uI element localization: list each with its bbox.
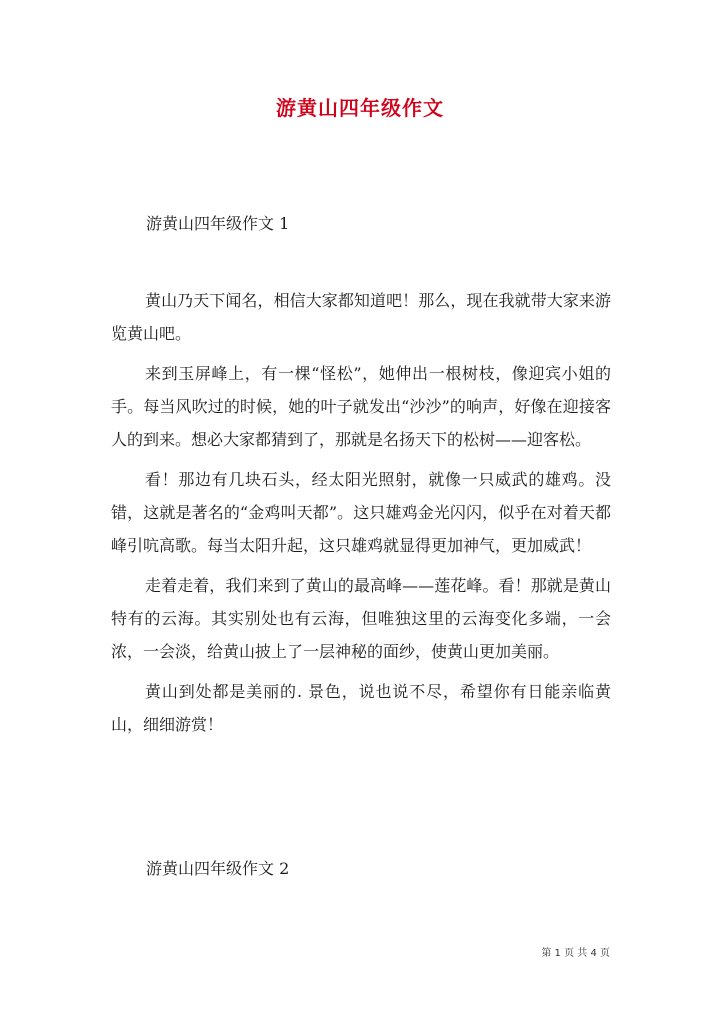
paragraph-1: 黄山乃天下闻名，相信大家都知道吧！那么，现在我就带大家来游览黄山吧。	[111, 291, 611, 343]
paragraph-3: 看！那边有几块石头，经太阳光照射，就像一只威武的雄鸡。没错，这就是著名的“金鸡叫天都”。这只雄鸡金光闪闪，似乎在对着天都峰引吭高歌。每当太阳升起，这只雄鸡就显得更加神气，更加威武！	[111, 470, 611, 555]
section-heading-1: 游黄山四年级作文 1	[146, 214, 290, 233]
paragraph-5: 黄山到处都是美丽的. 景色，说也说不尽，希望你有日能亲临黄山，细细游赏！	[111, 682, 611, 734]
paragraph-4: 走着走着，我们来到了黄山的最高峰——莲花峰。看！那就是黄山特有的云海。其实别处也有云海，但唯独这里的云海变化多端，一会浓，一会淡，给黄山披上了一层神秘的面纱，使黄山更加美丽。	[111, 576, 611, 661]
essay-body	[111, 284, 611, 748]
document-title: 游黄山四年级作文	[276, 96, 444, 120]
section-heading-2: 游黄山四年级作文 2	[146, 859, 290, 878]
page-number-footer: 第 1 页 共 4 页	[541, 948, 610, 959]
paragraph-2: 来到玉屏峰上，有一棵“怪松”，她伸出一根树枝，像迎宾小姐的手。每当风吹过的时候，她的叶子就发出“沙沙”的响声，好像在迎接客人的到来。想必大家都猜到了，那就是名扬天下的松树——迎客松。	[111, 364, 611, 449]
